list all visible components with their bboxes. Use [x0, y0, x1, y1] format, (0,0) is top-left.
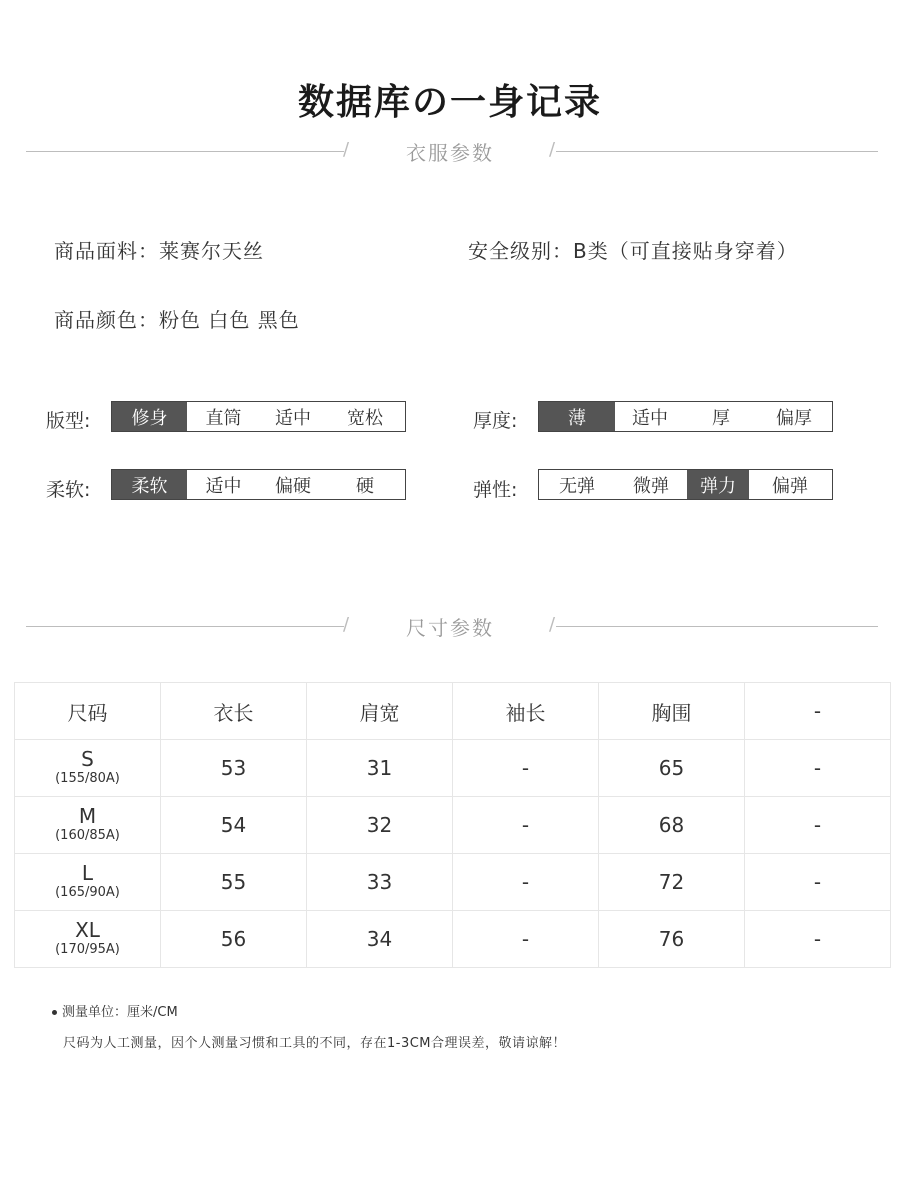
size-spec: (160/85A) — [55, 828, 120, 843]
unit-note — [52, 1001, 178, 1020]
size-spec: (165/90A) — [55, 885, 120, 900]
elasticity-option: 弹力 — [687, 470, 749, 499]
fit-option: 宽松 — [347, 407, 383, 429]
size-cell — [15, 740, 161, 797]
table-cell: 65 — [599, 740, 745, 797]
table-cell: - — [453, 911, 599, 968]
fabric-info: 商品面料：莱赛尔天丝 — [54, 239, 264, 263]
header-cell: 尺码 — [15, 683, 161, 740]
size-spec: (170/95A) — [55, 942, 120, 957]
header-cell: 肩宽 — [307, 683, 453, 740]
softness-option: 柔软 — [112, 470, 187, 499]
header-cell: 衣长 — [161, 683, 307, 740]
softness-label: 柔软: — [46, 479, 91, 501]
size-name: XL — [75, 918, 100, 942]
disclaimer-note: 尺码为人工测量，因个人测量习惯和工具的不同，存在1-3CM合理误差，敬请谅解！ — [63, 1036, 567, 1051]
thickness-option: 适中 — [632, 407, 668, 429]
table-cell: 34 — [307, 911, 453, 968]
header-cell: 袖长 — [453, 683, 599, 740]
softness-option: 偏硬 — [275, 475, 311, 497]
section-label: 衣服参数 — [406, 141, 494, 165]
fit-label: 版型: — [46, 410, 91, 432]
divider-line — [556, 626, 878, 627]
fit-scale — [111, 401, 406, 432]
elasticity-label: 弹性: — [473, 479, 518, 501]
table-cell: 33 — [307, 854, 453, 911]
page-title: 数据库の一身记录 — [297, 82, 602, 123]
size-name: L — [81, 861, 94, 885]
table-cell: 31 — [307, 740, 453, 797]
elasticity-scale — [538, 469, 833, 500]
divider-slash: / — [343, 139, 350, 160]
table-cell: - — [745, 797, 891, 854]
table-row — [15, 854, 891, 911]
table-row — [15, 797, 891, 854]
table-cell: 53 — [161, 740, 307, 797]
size-spec: (155/80A) — [55, 771, 120, 786]
divider-slash: / — [549, 139, 556, 160]
size-cell — [15, 911, 161, 968]
section-label: 尺寸参数 — [406, 616, 494, 640]
size-name: S — [81, 747, 94, 771]
table-cell: 55 — [161, 854, 307, 911]
table-cell: - — [453, 797, 599, 854]
elasticity-option: 偏弹 — [772, 475, 808, 497]
table-row — [15, 740, 891, 797]
softness-option: 硬 — [356, 475, 374, 497]
table-cell: - — [745, 911, 891, 968]
elasticity-option: 微弹 — [633, 475, 669, 497]
table-cell: 56 — [161, 911, 307, 968]
table-cell: - — [453, 740, 599, 797]
safety-info: 安全级别：B类（可直接贴身穿着） — [468, 239, 798, 263]
size-table — [14, 682, 891, 968]
size-name: M — [78, 804, 97, 828]
table-header-row — [15, 683, 891, 740]
thickness-option: 薄 — [539, 402, 615, 431]
unit-note-text: 测量单位：厘米/CM — [62, 1005, 178, 1020]
table-cell: - — [745, 740, 891, 797]
table-cell: - — [745, 854, 891, 911]
fit-option: 直筒 — [205, 407, 242, 429]
thickness-scale — [538, 401, 833, 432]
divider-slash: / — [549, 614, 556, 635]
fit-option: 适中 — [275, 407, 311, 429]
color-info: 商品颜色：粉色 白色 黑色 — [54, 308, 300, 332]
table-row — [15, 911, 891, 968]
table-cell: 76 — [599, 911, 745, 968]
section-header-clothing — [0, 137, 900, 167]
section-header-size — [0, 612, 900, 642]
thickness-label: 厚度: — [473, 410, 518, 432]
table-cell: 54 — [161, 797, 307, 854]
header-cell: - — [745, 683, 891, 740]
thickness-option: 偏厚 — [776, 407, 812, 429]
table-cell: 68 — [599, 797, 745, 854]
thickness-option: 厚 — [712, 407, 730, 429]
elasticity-option: 无弹 — [559, 475, 595, 497]
header-cell: 胸围 — [599, 683, 745, 740]
table-cell: - — [453, 854, 599, 911]
bullet-icon — [52, 1010, 57, 1015]
softness-option: 适中 — [205, 475, 242, 497]
table-cell: 72 — [599, 854, 745, 911]
fit-option: 修身 — [112, 402, 187, 431]
divider-slash: / — [343, 614, 350, 635]
size-cell — [15, 854, 161, 911]
divider-line — [556, 151, 878, 152]
table-cell: 32 — [307, 797, 453, 854]
softness-scale — [111, 469, 406, 500]
size-cell — [15, 797, 161, 854]
